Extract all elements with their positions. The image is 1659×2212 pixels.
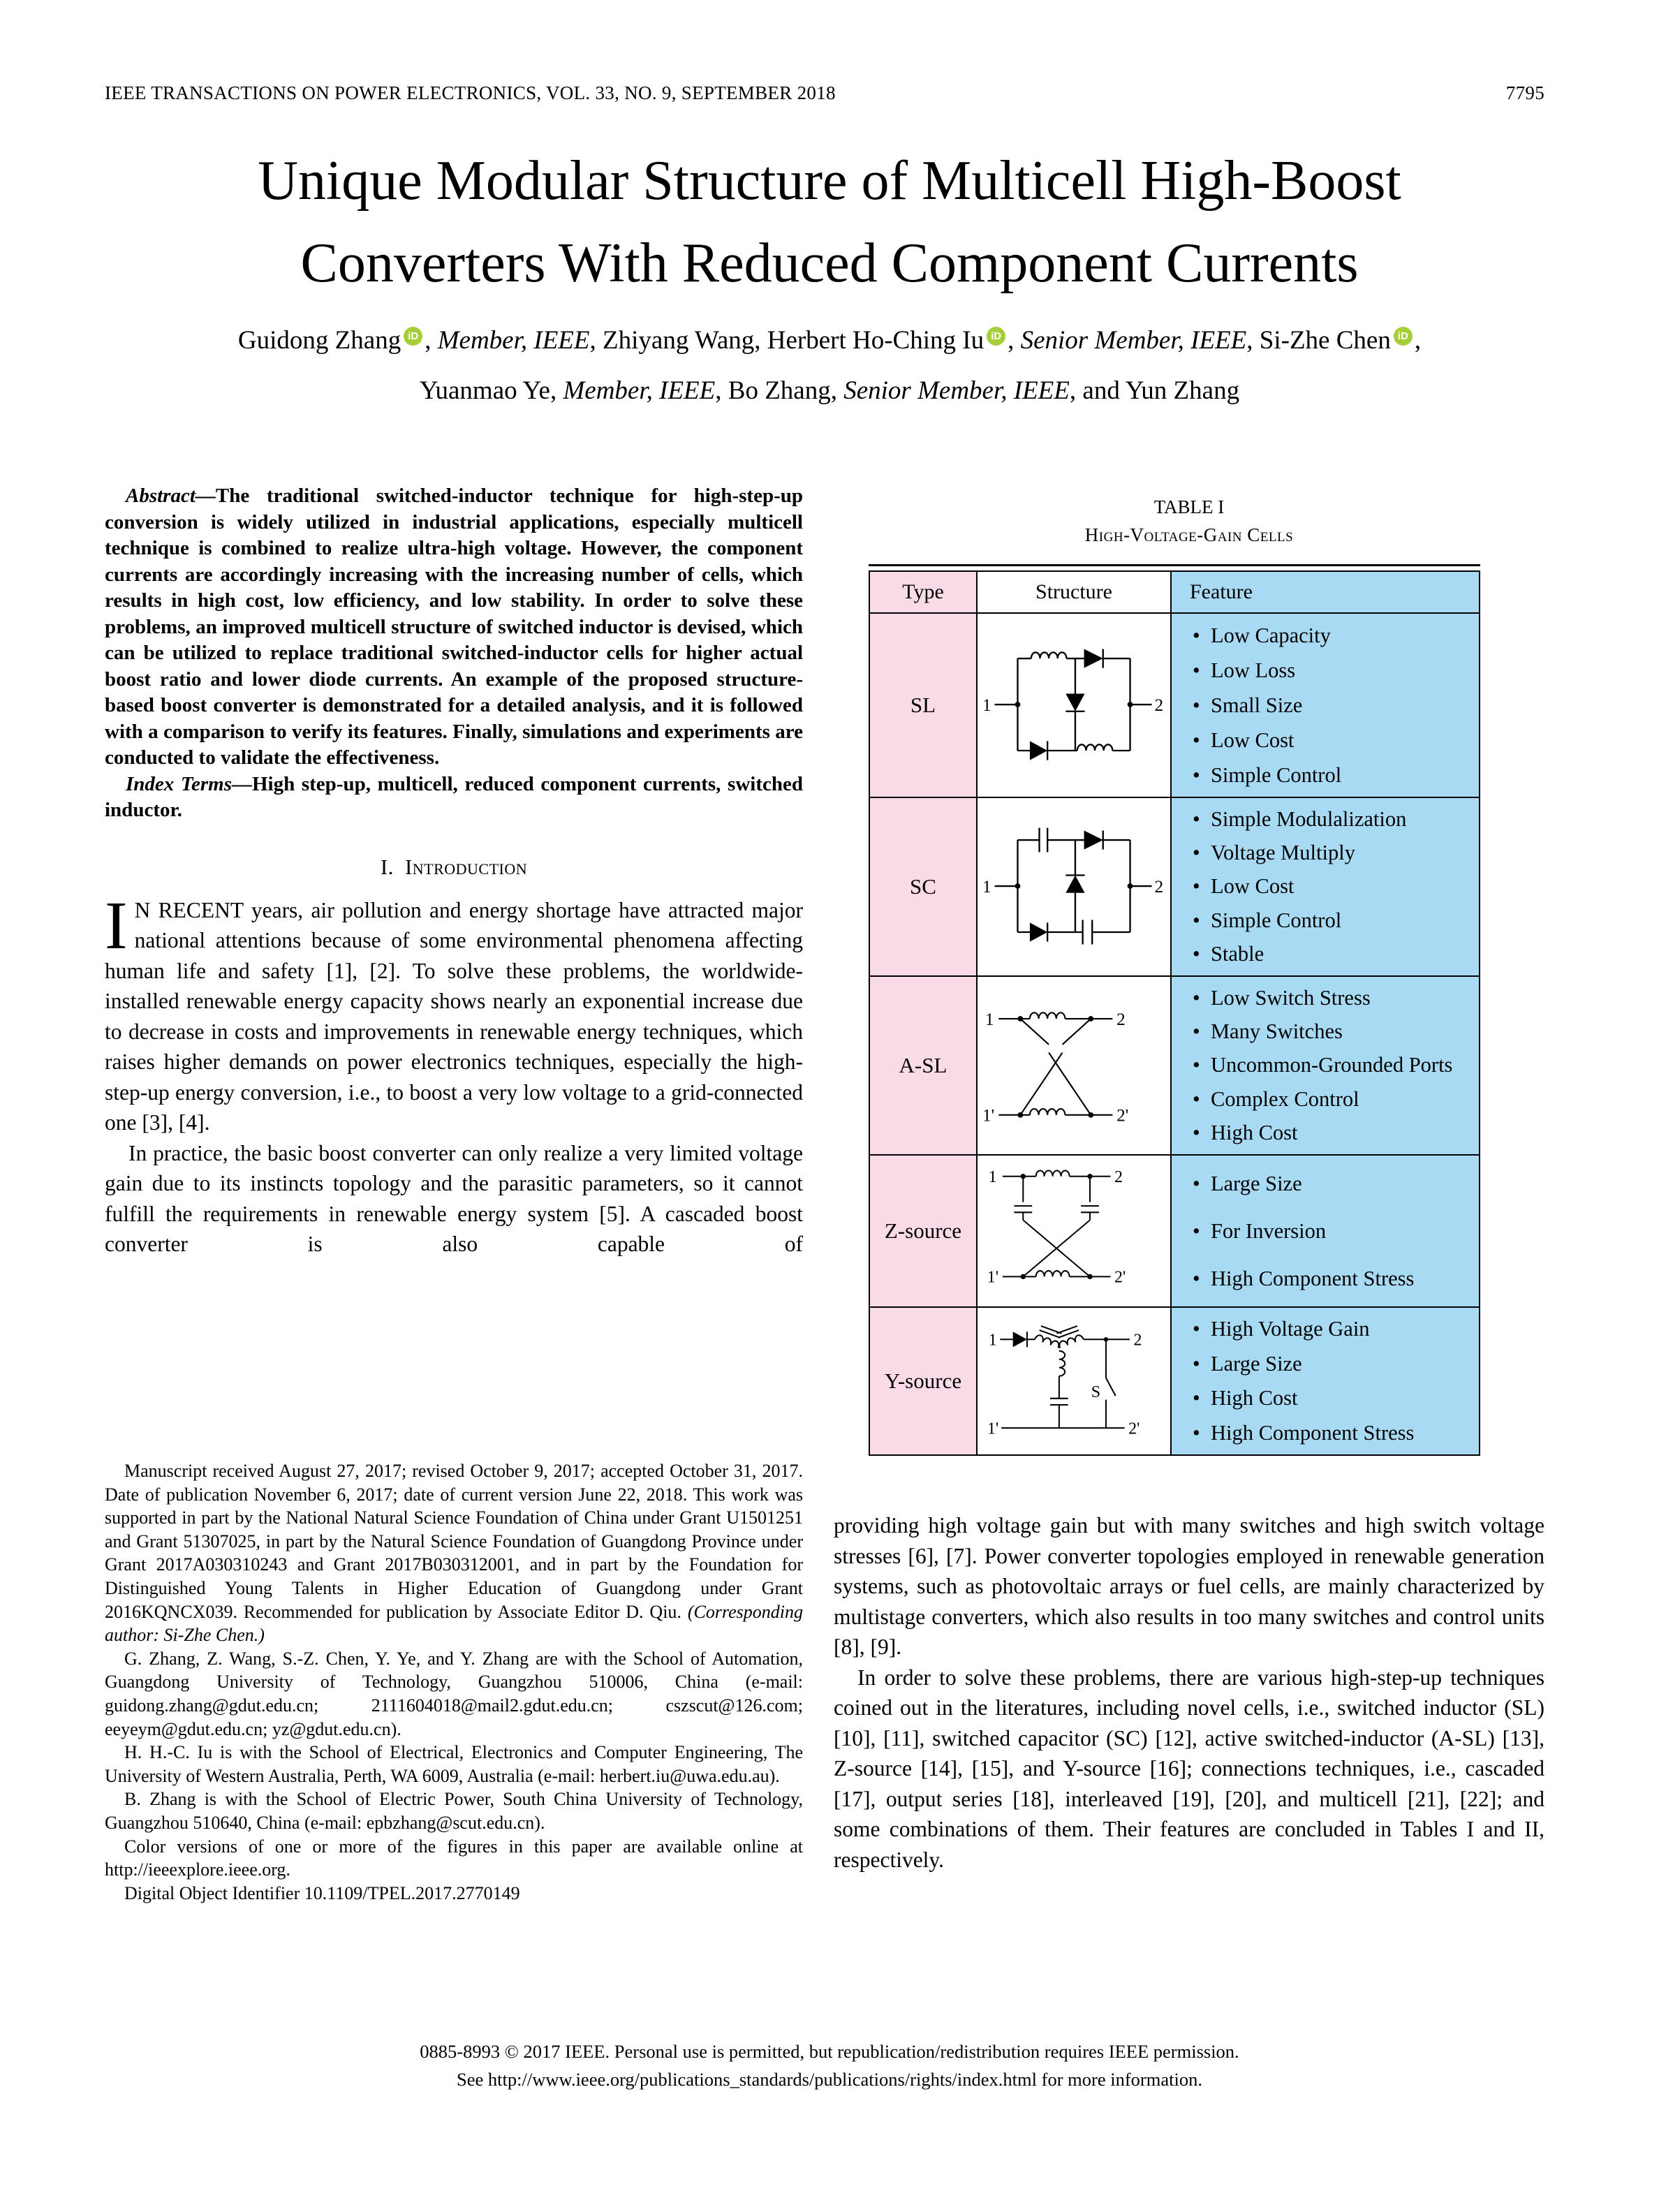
feature-item: • Low Cost (1193, 874, 1472, 899)
feature-item: • Uncommon-Grounded Ports (1193, 1053, 1472, 1077)
table-caption-title: High-Voltage-Gain Cells (1084, 524, 1294, 545)
author-lines (84, 316, 1575, 416)
cell-structure-sl (976, 614, 1172, 797)
footnote-affiliation-2: H. H.-C. Iu is with the School of Electrical, Electronics and Computer Engineering, The University of Western Australia, Perth, WA 6009, Australia (e-mail: herbert.iu@uwa.edu.au). (105, 1742, 803, 1786)
author-segment: , Si-Zhe Chen (1246, 326, 1391, 355)
journal-title: IEEE TRANSACTIONS ON POWER ELECTRONICS, VOL. 33, NO. 9, SEPTEMBER 2018 (105, 82, 836, 103)
copyright-line: 0885-8993 © 2017 IEEE. Personal use is permitted, but republication/redistribution requires IEEE permission. (420, 2041, 1239, 2062)
sc-circuit-diagram (982, 808, 1165, 966)
intro-paragraph-1 (105, 887, 803, 1138)
abstract-text: The traditional switched-inductor technique for high-step-up conversion is widely utilized in industrial applications, especially multicell technique is combined to realize ultra-high voltage. However, the component currents are accordingly increasing with the increasing number of cells, which results in high cost, low efficiency, and low stability. In order to solve these problems, an improved multicell structure of switched inductor is devised, which can be utilized to replace traditional switched-inductor cells for higher actual boost ratio and lower diode currents. An example of the proposed structure-based boost converter is demonstrated for a detailed analysis, and it is followed with a comparison to verify its features. Finally, simulations and experiments are conducted to validate the effectiveness. (105, 485, 803, 769)
cell-feature-zsource (1172, 1156, 1479, 1306)
footnote-manuscript-text: Manuscript received August 27, 2017; revised October 9, 2017; accepted October 31, 2017. Date of publication November 6, 2017; date of current version June 22, 2018. This work was supported in part by the National Natural Science Foundation of China under Grant U1501251 and Grant 51307025, in part by the Natural Science Foundation of Guangdong Province under Grant 2017A030310243 and Grant 2017B030312001, and in part by the Foundation for Distinguished Young Talents in Higher Education of Guangdong under Grant 2016KQNCX039. Recommended for publication by Associate Editor D. Qiu. (105, 1461, 803, 1622)
column-header-feature: Feature (1172, 572, 1479, 612)
footnote-doi: Digital Object Identifier 10.1109/TPEL.2017.2770149 (124, 1882, 520, 1903)
paper-title-line2: Converters With Reduced Component Currents (300, 233, 1359, 294)
running-head (105, 82, 1544, 104)
table-row-ysource (870, 1306, 1479, 1454)
left-column (105, 483, 803, 1260)
index-terms-label: Index Terms— (126, 772, 252, 795)
svg-text:1: 1 (988, 1168, 997, 1187)
asl-circuit-diagram (982, 987, 1165, 1144)
cell-feature-sc (1172, 798, 1479, 975)
svg-text:1: 1 (988, 1331, 997, 1350)
feature-item: • Simple Control (1193, 763, 1472, 788)
author-segment: Senior Member, IEEE (1020, 326, 1247, 355)
table-row-asl (870, 975, 1479, 1154)
author-segment: Senior Member, IEEE (843, 376, 1070, 405)
feature-item: • For Inversion (1193, 1219, 1472, 1244)
cell-structure-asl (976, 977, 1172, 1154)
corresponding-author-note: (Corresponding author: Si-Zhe Chen.) (105, 1601, 803, 1646)
feature-item: • Low Switch Stress (1193, 986, 1472, 1010)
svg-text:2': 2' (1116, 1106, 1129, 1126)
feature-item: • Complex Control (1193, 1087, 1472, 1112)
svg-text:1': 1' (982, 1106, 995, 1126)
svg-text:2: 2 (1154, 695, 1164, 715)
cell-structure-sc (976, 798, 1172, 975)
index-terms-text: High step-up, multicell, reduced component currents, switched inductor. (105, 772, 803, 821)
svg-text:S: S (1091, 1382, 1101, 1401)
feature-item: • Low Capacity (1193, 624, 1472, 648)
author-segment: , Zhiyang Wang, Herbert Ho-Ching Iu (589, 326, 985, 355)
page-number: 7795 (1505, 82, 1544, 103)
first-page-footnote (105, 1459, 803, 1905)
table-row-sl (870, 612, 1479, 797)
author-segment: , (1414, 326, 1422, 355)
svg-text:2: 2 (1154, 877, 1164, 897)
svg-text:2: 2 (1133, 1331, 1142, 1350)
svg-text:2': 2' (1128, 1420, 1140, 1438)
section-number: I. (380, 854, 394, 879)
svg-text:1': 1' (987, 1268, 999, 1287)
author-segment: Member, IEEE (563, 376, 716, 405)
copyright-footer (0, 2037, 1659, 2093)
right-paragraph-1: providing high voltage gain but with many switches and high switch voltage stresses [6], [7]. Power converter topologies employed in renewable generation systems, such as photovoltaic arrays or fuel cells, are mainly characterized by multistage converters, which also results in too many switches and control units [8], [9]. (834, 1513, 1544, 1659)
feature-item: • Many Switches (1193, 1019, 1472, 1044)
index-terms (105, 772, 803, 824)
footnote-affiliation-1: G. Zhang, Z. Wang, S.-Z. Chen, Y. Ye, and Y. Zhang are with the School of Automation, Guangdong University of Technology, Guangzhou 510006, China (e-mail: guidong.zhang@gdut.edu.cn; 2111604018@mail2.gdut.edu.cn; cszscut@126.com; eeyeym@gdut.edu.cn; yz@gdut.edu.cn). (105, 1648, 803, 1739)
rights-url-line: See http://www.ieee.org/publications_standards/publications/rights/index.html for more information. (457, 2069, 1202, 2090)
feature-item: • Simple Control (1193, 908, 1472, 933)
cell-type-asl: A-SL (870, 977, 976, 1154)
feature-item: • Low Loss (1193, 658, 1472, 683)
feature-item: • High Cost (1193, 1386, 1472, 1410)
feature-item: • Low Cost (1193, 728, 1472, 753)
cell-feature-ysource (1172, 1308, 1479, 1454)
section-heading (105, 855, 803, 880)
abstract-label: Abstract— (126, 485, 216, 507)
author-segment: Yuanmao Ye, (419, 376, 563, 405)
author-segment: Guidong Zhang (237, 326, 401, 355)
feature-item: • Large Size (1193, 1352, 1472, 1376)
paper-title-line1: Unique Modular Structure of Multicell High-Boost (258, 150, 1401, 212)
svg-text:2: 2 (1114, 1168, 1123, 1187)
cell-type-zsource: Z-source (870, 1156, 976, 1306)
section-title: Introduction (404, 854, 528, 879)
feature-item: • Stable (1193, 942, 1472, 966)
feature-item: • Voltage Multiply (1193, 841, 1472, 865)
svg-text:1: 1 (982, 695, 991, 715)
feature-item: • Simple Modulalization (1193, 807, 1472, 832)
table-top-rule (869, 564, 1480, 566)
cell-feature-asl (1172, 977, 1479, 1154)
feature-item: • Small Size (1193, 693, 1472, 718)
table-caption (834, 493, 1544, 549)
cell-feature-sl (1172, 614, 1479, 797)
column-header-structure: Structure (976, 572, 1172, 612)
footnote-manuscript (105, 1459, 803, 1647)
feature-item: • Large Size (1193, 1172, 1472, 1196)
right-column (834, 483, 1544, 1875)
feature-item: • High Voltage Gain (1193, 1317, 1472, 1341)
table-row-zsource (870, 1154, 1479, 1306)
cell-type-sc: SC (870, 798, 976, 975)
feature-item: • High Component Stress (1193, 1421, 1472, 1445)
zsource-circuit-diagram (987, 1158, 1161, 1304)
footnote-color-versions: Color versions of one or more of the figures in this paper are available online at http://ieeexplore.ieee.org. (105, 1836, 803, 1880)
table-header-row (870, 572, 1479, 612)
dropcap: I (105, 887, 128, 964)
feature-item: • High Component Stress (1193, 1267, 1472, 1291)
intro-paragraph-2: In practice, the basic boost converter can only realize a very limited voltage gain due to its instincts topology and the parasitic parameters, so it cannot fulfill the requirements in renewable energy system [5]. A cascaded boost converter is also capable of (105, 1140, 803, 1256)
orcid-icon[interactable]: iD (404, 327, 422, 346)
sl-circuit-diagram (982, 626, 1165, 784)
author-segment: , (425, 326, 438, 355)
author-segment: , (1008, 326, 1021, 355)
intro-paragraph-1-text: N RECENT years, air pollution and energy shortage have attracted major national attentions because of some environmental phenomena affecting human life and safety [1], [2]. To solve these problems, the worldwide-installed renewable energy capacity shows nearly an exponential increase due to decrease in costs and improvements in renewable energy techniques, which raises higher demands on power electronics techniques, especially the high-step-up energy conversion, i.e., to boost a very low voltage to a grid-connected one [3], [4]. (105, 897, 803, 1135)
cell-structure-ysource (976, 1308, 1172, 1454)
ysource-circuit-diagram (987, 1310, 1161, 1452)
author-segment: , Bo Zhang, (715, 376, 844, 405)
feature-item: • High Cost (1193, 1121, 1472, 1145)
author-segment: Member, IEEE (437, 326, 590, 355)
cell-structure-zsource (976, 1156, 1172, 1306)
footnote-affiliation-3: B. Zhang is with the School of Electric Power, South China University of Technology, Guangzhou 510640, China (e-mail: epbzhang@scut.edu.cn). (105, 1789, 803, 1833)
abstract (105, 483, 803, 772)
svg-text:1: 1 (982, 877, 991, 897)
table-high-voltage-gain-cells (869, 564, 1480, 1456)
column-header-type: Type (870, 572, 976, 612)
orcid-icon[interactable]: iD (1394, 327, 1413, 346)
svg-text:2': 2' (1114, 1268, 1126, 1287)
table-caption-number: TABLE I (1153, 496, 1225, 517)
right-paragraph-2: In order to solve these problems, there are various high-step-up techniques coined out in the literatures, including novel cells, i.e., switched inductor (SL) [10], [11], switched capacitor (SC) [12], active switched-inductor (A-SL) [13], Z-source [14], [15], and Y-source [16]; connections techniques, i.e., cascaded [17], output series [18], interleaved [19], [20], and multicell [21], [22]; and some combinations of them. Their features are concluded in Tables I and II, respectively. (834, 1665, 1544, 1872)
svg-text:2: 2 (1116, 1010, 1126, 1029)
author-segment: , and Yun Zhang (1069, 376, 1240, 405)
cell-type-ysource: Y-source (870, 1308, 976, 1454)
svg-text:1': 1' (987, 1420, 999, 1438)
orcid-icon[interactable]: iD (987, 327, 1005, 346)
svg-text:1: 1 (985, 1010, 994, 1029)
paper-title (84, 140, 1575, 304)
table-row-sc (870, 797, 1479, 975)
cell-type-sl: SL (870, 614, 976, 797)
